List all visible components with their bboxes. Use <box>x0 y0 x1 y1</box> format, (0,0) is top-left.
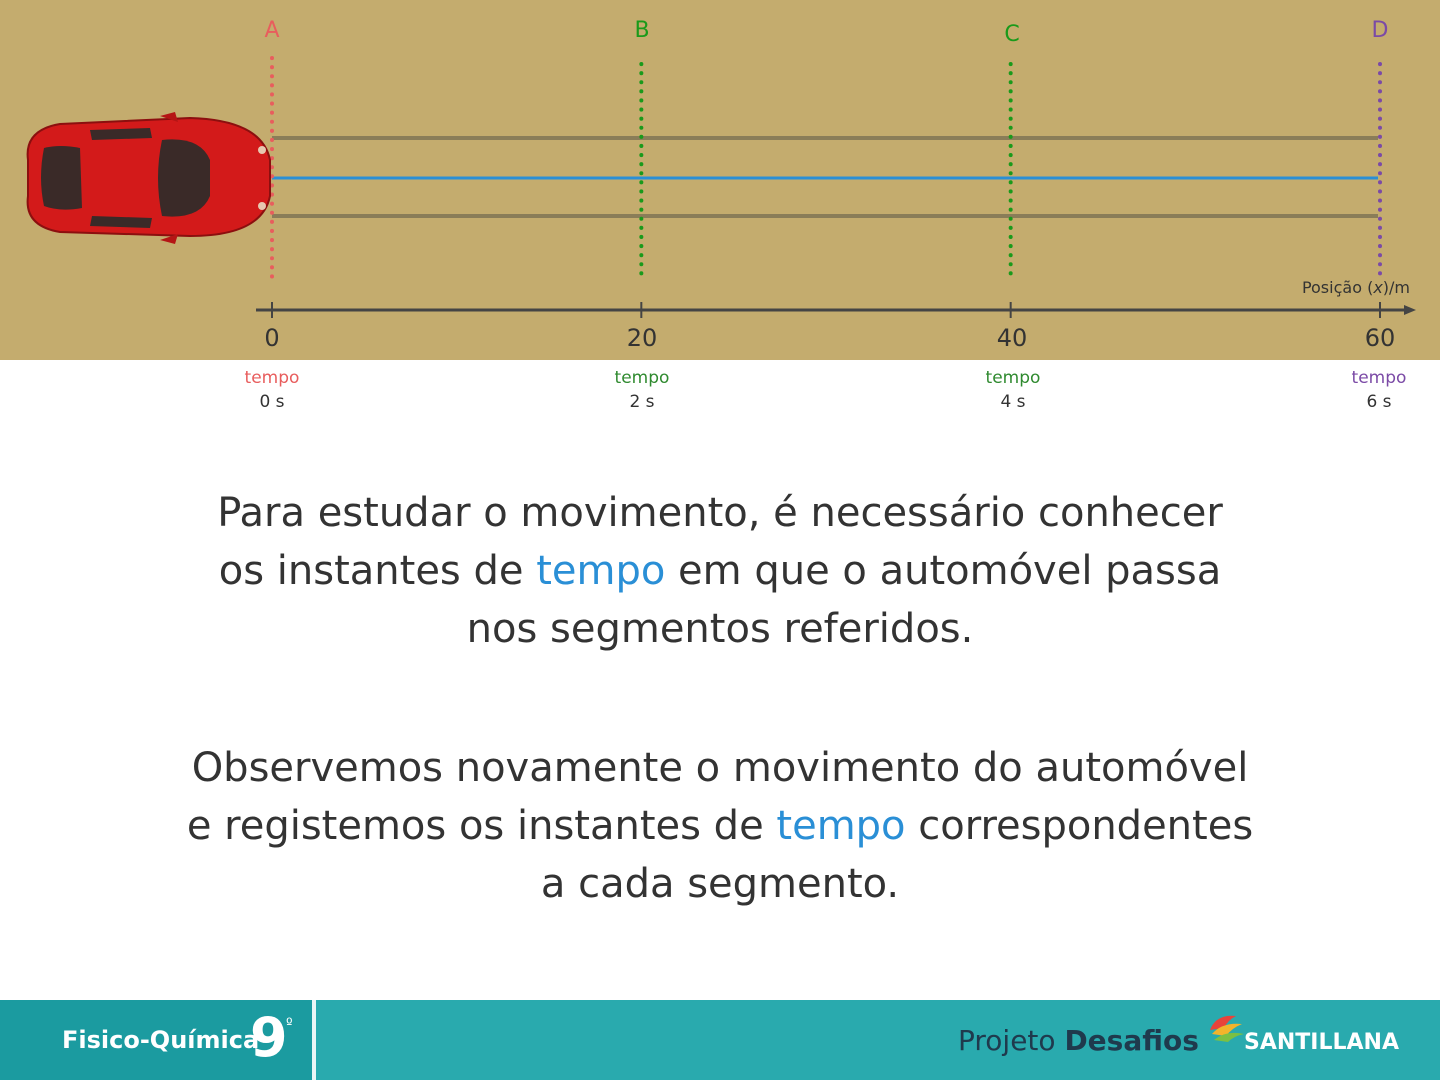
grade-ordinal: º <box>286 1016 293 1032</box>
time-label-a: tempo <box>244 368 300 388</box>
santillana-logo-icon <box>1206 1010 1246 1046</box>
marker-lines <box>272 58 1380 280</box>
project-logo-name: Desafios <box>1064 1024 1199 1057</box>
project-logo <box>958 1024 1199 1057</box>
paragraph-observe-line-3: a cada segmento. <box>540 861 900 907</box>
text-segment: os instantes de <box>218 548 537 594</box>
text-segment: e registemos os instantes de <box>186 803 777 849</box>
paragraph-observe-line-1: Observemos novamente o movimento do automóvel <box>191 745 1249 791</box>
text-segment: em que o automóvel passa <box>665 548 1222 594</box>
paragraph-intro <box>150 484 1290 658</box>
time-label-d: tempo <box>1351 368 1407 388</box>
highlight-tempo: tempo <box>776 803 906 849</box>
time-block-a <box>212 366 332 414</box>
axis-arrow-icon <box>1404 305 1416 315</box>
text-segment: correspondentes <box>905 803 1254 849</box>
tick-label-60: 60 <box>1364 324 1396 352</box>
axis-label-variable: x <box>1373 278 1383 297</box>
time-block-b <box>582 366 702 414</box>
paragraph-intro-line-3: nos segmentos referidos. <box>466 606 974 652</box>
brand-name: SANTILLANA <box>1244 1030 1399 1055</box>
footer-bar <box>0 1000 1440 1080</box>
time-block-d <box>1319 366 1439 414</box>
time-block-c <box>953 366 1073 414</box>
time-value-b: 2 s <box>629 392 655 412</box>
marker-letter-b: B <box>634 18 650 43</box>
project-logo-prefix: Projeto <box>958 1024 1065 1057</box>
marker-letter-d: D <box>1371 18 1389 43</box>
highlight-tempo: tempo <box>536 548 666 594</box>
time-value-d: 6 s <box>1366 392 1392 412</box>
axis-label <box>1302 278 1410 297</box>
marker-letter-a: A <box>264 18 280 43</box>
axis-label-pre: Posição ( <box>1301 278 1374 297</box>
time-value-c: 4 s <box>1000 392 1026 412</box>
motion-diagram <box>0 0 1440 360</box>
car-icon <box>28 112 270 244</box>
tick-label-40: 40 <box>996 324 1028 352</box>
paragraph-observe-line-2 <box>150 797 1290 855</box>
tick-label-0: 0 <box>264 324 280 352</box>
paragraph-intro-line-2 <box>150 542 1290 600</box>
subject-name: Fisico-Química <box>62 1026 260 1054</box>
footer-subject-panel <box>0 1000 316 1080</box>
tick-label-20: 20 <box>626 324 658 352</box>
axis-label-unit: )/m <box>1382 278 1410 297</box>
time-value-a: 0 s <box>259 392 285 412</box>
time-label-b: tempo <box>614 368 670 388</box>
track-svg <box>0 0 1440 360</box>
time-label-c: tempo <box>985 368 1041 388</box>
grade-number: 9 <box>250 1006 288 1069</box>
marker-letter-c: C <box>1004 22 1020 47</box>
paragraph-observe <box>150 739 1290 913</box>
paragraph-intro-line-1: Para estudar o movimento, é necessário conhecer <box>217 490 1223 536</box>
